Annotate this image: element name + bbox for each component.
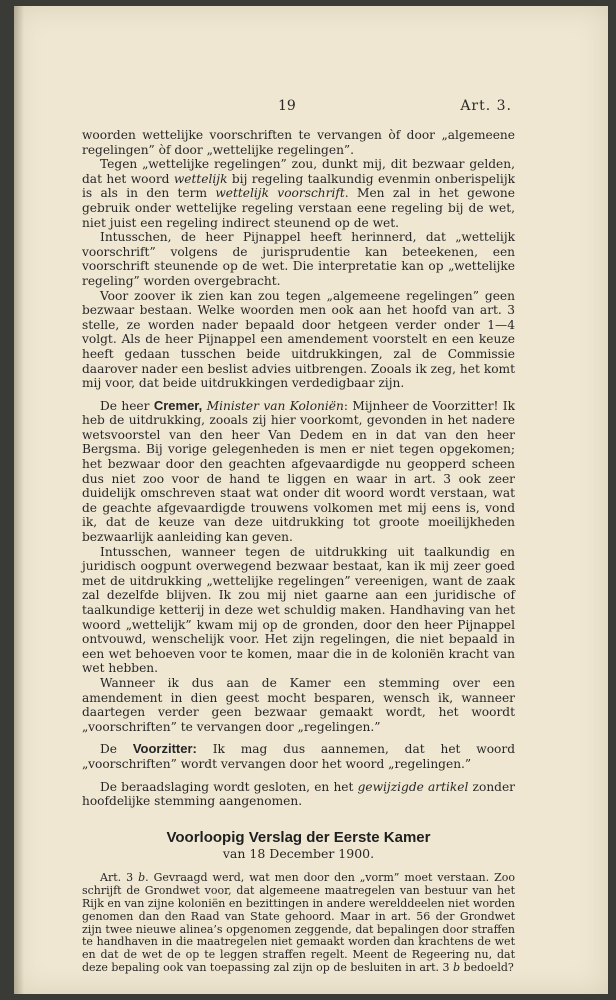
paragraph-1: woorden wettelijke voorschriften te vervangen òf door „algemeene regelingen” òf door „wettelijke regelingen”.: [82, 128, 515, 157]
paragraph-cremer: De heer Cremer, Minister van Koloniën: Mijnheer de Voorzitter! Ik heb de uitdrukking, zooals zij hier voorkomt, gevonden in het nadere wetsvoorstel van den heer Van Dedem en in dat van den heer Bergsma. Bij vorige gelegenheden is men er niet tegen opgekomen; het bezwaar door den geachten afgevaardigde nu geopperd scheen dus niet zoo voor de hand te liggen en waar in art. 3 ook zeer duidelijk omschreven staat wat onder dit woord wordt verstaan, wat de geachte afgevaardigde trouwens volkomen met mij eens is, vond ik, dat de keuze van deze uitdrukking tot groote moeilijkheden bezwaarlijk aanleiding kan geven.: [82, 397, 515, 545]
emphasis-wettelijk: wettelijk: [173, 171, 228, 186]
article-reference: Art. 3.: [460, 98, 512, 114]
page-header: [14, 98, 608, 118]
paragraph-voorzitter: De Voorzitter: Ik mag dus aannemen, dat het woord „voorschriften” wordt vervangen door het woord „regelingen.”: [82, 741, 516, 771]
speaker-voorzitter: Voorzitter:: [132, 741, 197, 757]
section-paragraph: Art. 3 b. Gevraagd werd, wat men door den „vorm” moet verstaan. Zoo schrijft de Grondwet voor, dat algemeene maatregelen van bestuur van het Rijk en van zijne koloniën en bezittingen in andere werelddeelen niet worden genomen dan den Raad van State gehoord. Maar in art. 56 der Grondwet zijn twee nieuwe alinea’s opgenomen zeggende, dat bepalingen door straffen te handhaven in die maatregelen niet gemaakt worden dan krachtens de wet en dat de wet de op te leggen straffen regelt. Meent de Regeering nu, dat deze bepaling ook van toepassing zal zijn op de besluiten in art. 3 b bedoeld?: [82, 870, 515, 975]
paragraph-7: Wanneer ik dus aan de Kamer een stemming over een amendement in dien geest mocht besparen, wensch ik, wanneer daartegen verder geen bezwaar gemaakt wordt, het woordt „voorschriften” te vervangen door „regelingen.”: [82, 675, 515, 734]
section-title: Voorloopig Verslag der Eerste Kamer: [166, 828, 431, 846]
speaker-role: Minister van Koloniën: [206, 398, 344, 413]
section-date: van 18 December 1900.: [222, 846, 375, 862]
page-body: [82, 128, 515, 975]
paragraph-9: De beraadslaging wordt gesloten, en het gewijzigde artikel zonder hoofdelijke stemming aangenomen.: [82, 779, 516, 809]
paragraph-6: Intusschen, wanneer tegen de uitdrukking uit taalkundig en juridisch oogpunt overwegend bezwaar bestaat, kan ik mij zeer goed met de uitdrukking „wettelijke regelingen” vereenigen, want de zaak zal dezelfde blijven. Ik zou mij niet gaarne aan een juridische of taalkundige ketterij in deze wet schuldig maken. Handhaving van het woord „wettelijk” kwam mij op de gronden, door den heer Pijnappel ontvouwd, wenschelijk voor. Het zijn regelingen, die niet bepaald in een wet behoeven voor te komen, maar die in de koloniën kracht van wet hebben.: [82, 544, 515, 676]
emphasis-gewijzigde-artikel: gewijzigde artikel: [357, 779, 469, 794]
page-spine-shadow: [14, 6, 24, 994]
speaker-cremer: Cremer,: [153, 397, 203, 413]
paragraph-3: Intusschen, de heer Pijnappel heeft herinnerd, dat „wettelijk voorschrift” volgens de jurisprudentie kan beteekenen, een voorschrift steunende op de wet. Die interpretatie kan op „wettelijke regeling” worden overgebracht.: [82, 230, 515, 288]
paragraph-2: Tegen „wettelijke regelingen” zou, dunkt mij, dit bezwaar gelden, dat het woord wettelijk bij regeling taalkundig evenmin onberispelijk is als in den term wettelijk voorschrift. Men zal in het gewone gebruik onder wettelijke regeling verstaan eene regeling bij de wet, niet juist een regeling indirect steunend op de wet.: [82, 157, 515, 230]
emphasis-wettelijk-voorschrift: wettelijk voorschrift: [215, 186, 345, 201]
document-page: [14, 6, 608, 994]
page-number: 19: [278, 98, 296, 114]
paragraph-4: Voor zoover ik zien kan zou tegen „algemeene regelingen” geen bezwaar bestaan. Welke woorden men ook aan het hoofd van art. 3 stelle, ze worden nader bepaald door hetgeen verder onder 1—4 volgt. Als de heer Pijnappel een amendement voorstelt en een keuze heeft gedaan tusschen beide uitdrukkingen, zal de Commissie daarover nader een beslist advies uitbrengen. Zooals ik zeg, het komt mij voor, dat beide uitdrukkingen verdedigbaar zijn.: [82, 288, 515, 391]
